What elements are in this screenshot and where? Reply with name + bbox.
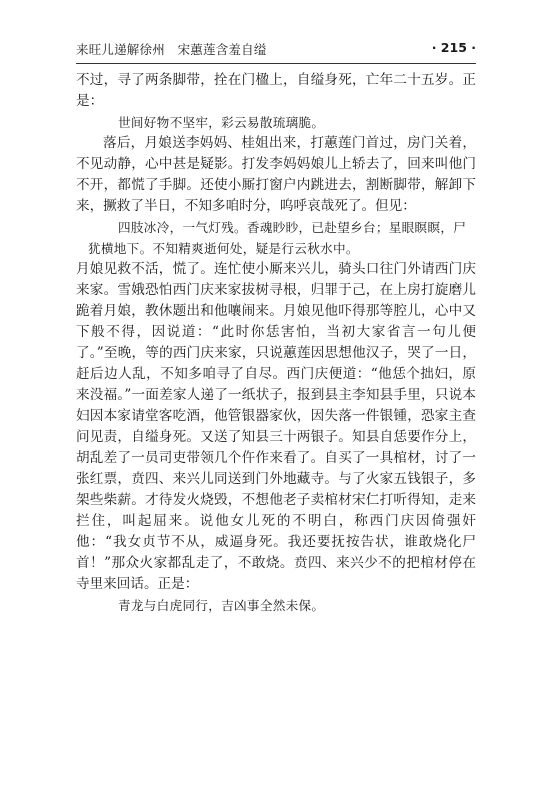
verse-1: 世间好物不坚牢，彩云易散琉璃脆。 [118, 115, 325, 130]
paragraph-2: 落后，月娘送李妈妈、桂姐出来，打蕙莲门首过，房门关着，不见动静，心中甚是疑影。打发李妈妈娘儿上轿去了，回来叫他门不开，都慌了手脚。还使小厮打窗户内跳进去，割断脚带，解卸下来，撅救了半日，不知多咱时分，呜呼哀哉死了。但见： [76, 135, 476, 214]
page-body [76, 70, 476, 616]
running-header [76, 40, 476, 60]
page-number: · 215 · [431, 40, 476, 55]
paragraph-3: 月娘见救不活，慌了。连忙使小厮来兴儿，骑头口往门外请西门庆来家。雪娥恐怕西门庆来家拔树寻根，归罪于己，在上房打旋磨儿跪着月娘，教休题出和他嚷闹来。月娘见他吓得那等腔儿，心中又下般不得，因说道：“此时你恁害怕，当初大家省言一句儿便了。”至晚，等的西门庆来家，只说蕙莲因思想他汉子，哭了一日，赶后边人乱，不知多咱寻了自尽。西门庆便道：“他恁个拙妇，原来没福。”一面差家人递了一纸状子，报到县主李知县手里，只说本妇因本家请堂客吃酒，他管银器家伙，因失落一件银锺，恐家主查问见责，自缢身死。又送了知县三十两银子。知县自恁要作分上，胡乱差了一员司吏带领几个仵作来看了。自买了一具棺材，讨了一张红票，贲四、来兴儿同送到门外地藏寺。与了火家五钱银子，多架些柴薪。才待发火烧毁，不想他老子卖棺材宋仁打听得知，走来拦住，叫起屈来。说他女儿死的不明白，称西门庆因倚强奸他：“我女贞节不从，威逼身死。我还要抚按告状，谁敢烧化尸首！”那众火家都乱走了，不敢烧。贲四、来兴少不的把棺材停在寺里来回话。正是： [76, 261, 476, 592]
verse-3: 青龙与白虎同行，吉凶事全然未保。 [118, 598, 325, 613]
header-rule [76, 63, 476, 64]
chapter-title: 来旺儿递解徐州 宋蕙莲含羞自缢 [76, 42, 267, 57]
verse-2-line-1: 四肢冰冷，一气灯残。香魂眇眇，已赴望乡台；星眼瞑瞑，尸 [118, 220, 467, 235]
paragraph-1: 不过，寻了两条脚带，拴在门楹上，自缢身死，亡年二十五岁。正是： [76, 72, 476, 109]
verse-2-line-2: 犹横地下。不知精爽逝何处，疑是行云秋水中。 [88, 241, 359, 256]
